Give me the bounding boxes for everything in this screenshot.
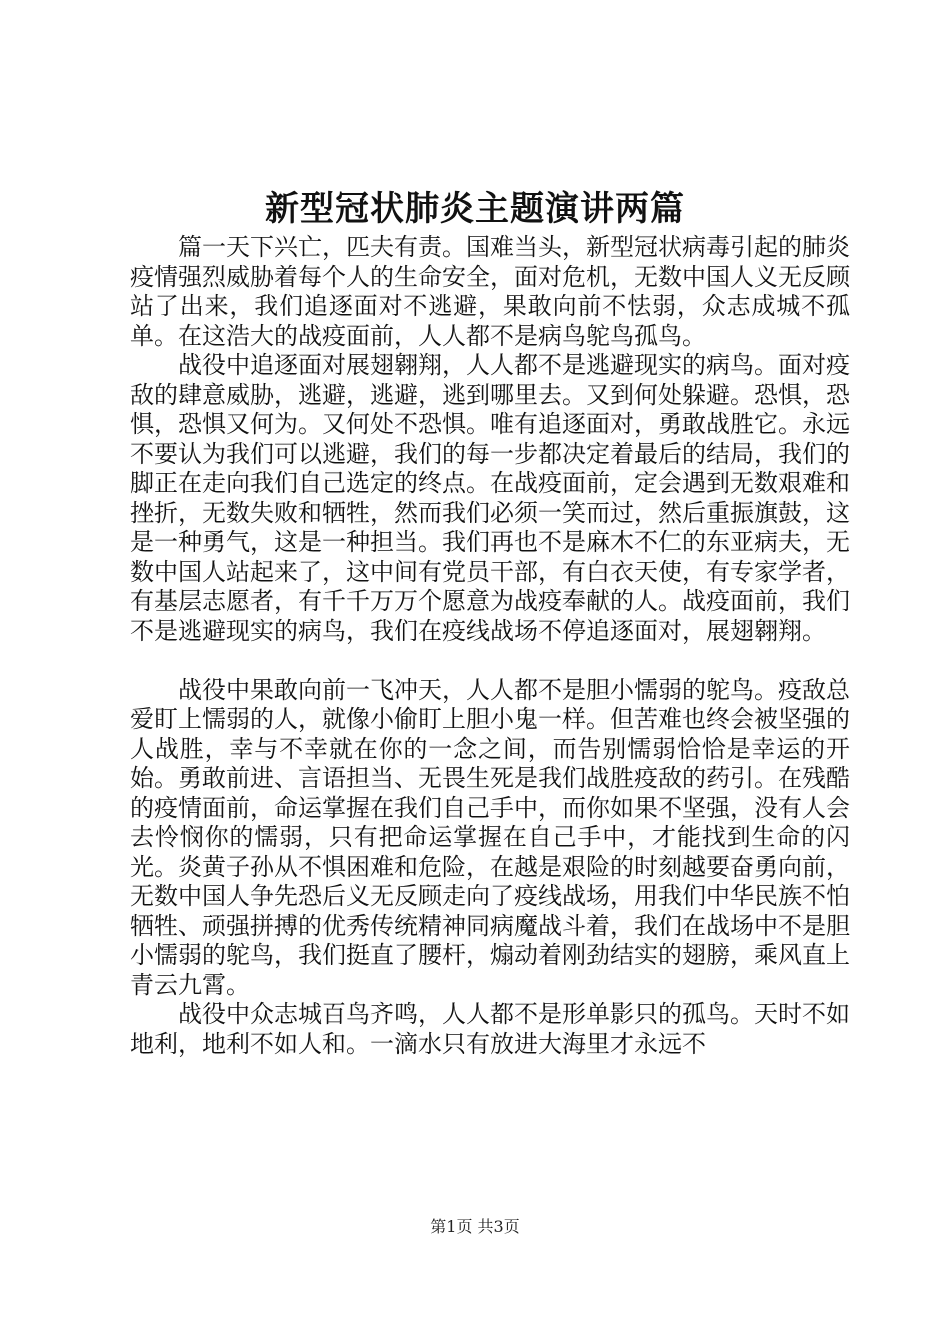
paragraph-2: 战役中追逐面对展翅翱翔，人人都不是逃避现实的病鸟。面对疫敌的肆意威胁，逃避，逃避，逃到哪里去。又到何处躲避。恐惧，恐惧，恐惧又何为。又何处不恐惧。唯有追逐面对，勇敢战胜它。永远不要认为我们可以逃避，我们的每一步都决定着最后的结局，我们的脚正在走向我们自己选定的终点。在战疫面前，定会遇到无数艰难和挫折，无数失败和牺牲，然而我们必须一笑而过，然后重振旗鼓，这是一种勇气，这是一种担当。我们再也不是麻木不仁的东亚病夫，无数中国人站起来了，这中间有党员干部，有白衣天使，有专家学者，有基层志愿者，有千千万万个愿意为战疫奉献的人。战疫面前，我们不是逃避现实的病鸟，我们在疫线战场不停追逐面对，展翅翱翔。 xyxy=(130,351,850,645)
paragraph-1: 篇一天下兴亡，匹夫有责。国难当头，新型冠状病毒引起的肺炎疫情强烈威胁着每个人的生命安全，面对危机，无数中国人义无反顾站了出来，我们追逐面对不逃避，果敢向前不怯弱，众志成城不孤单。在这浩大的战疫面前，人人都不是病鸟鸵鸟孤鸟。 xyxy=(130,233,850,350)
paragraph-3: 战役中果敢向前一飞冲天，人人都不是胆小懦弱的鸵鸟。疫敌总爱盯上懦弱的人，就像小偷盯上胆小鬼一样。但苦难也终会被坚强的人战胜，幸与不幸就在你的一念之间，而告别懦弱恰恰是幸运的开始。勇敢前进、言语担当、无畏生死是我们战胜疫敌的药引。在残酷的疫情面前，命运掌握在我们自己手中，而你如果不坚强，没有人会去怜悯你的懦弱，只有把命运掌握在自己手中，才能找到生命的闪光。炎黄子孙从不惧困难和危险，在越是艰险的时刻越要奋勇向前，无数中国人争先恐后义无反顾走向了疫线战场，用我们中华民族不怕牺牲、顽强拼搏的优秀传统精神同病魔战斗着，我们在战场中不是胆小懦弱的鸵鸟，我们挺直了腰杆，煽动着刚劲结实的翅膀，乘风直上青云九霄。 xyxy=(130,675,850,999)
document-title: 新型冠状肺炎主题演讲两篇 xyxy=(265,189,685,229)
document-body xyxy=(130,233,850,1059)
paragraph-4: 战役中众志城百鸟齐鸣，人人都不是形单影只的孤鸟。天时不如地利，地利不如人和。一滴水只有放进大海里才永远不 xyxy=(130,1000,850,1058)
page-footer: 第1页 共3页 xyxy=(430,1217,520,1236)
